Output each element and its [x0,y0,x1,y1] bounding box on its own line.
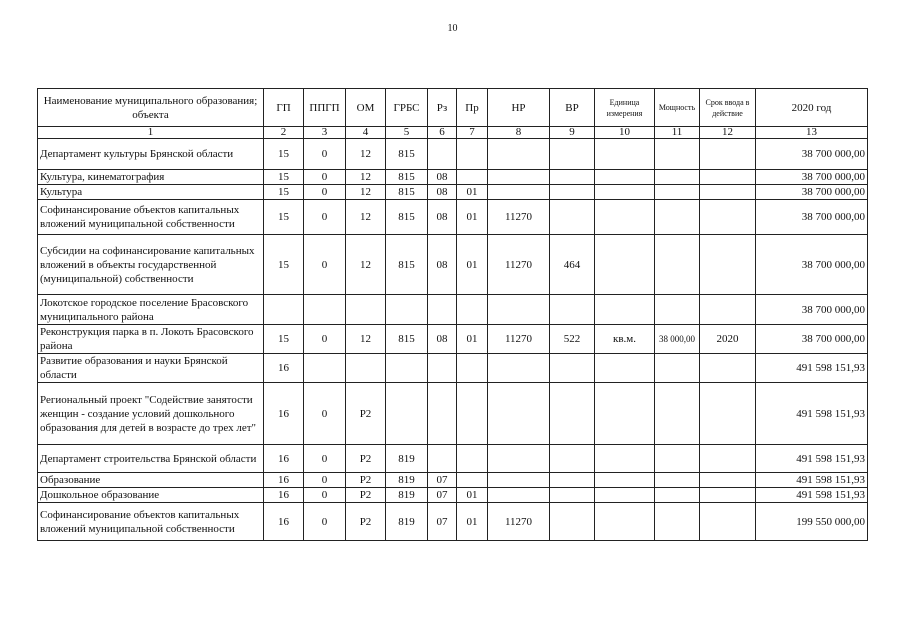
table-cell: 11270 [488,200,550,235]
table-row [38,200,868,235]
table-cell [700,354,756,383]
table-cell [700,383,756,445]
table-cell: 2020 [700,325,756,354]
column-header: ВР [550,89,595,127]
table-cell [595,503,655,541]
table-cell [457,383,488,445]
amount-cell: 38 700 000,00 [756,325,868,354]
row-name-cell: Локотское городское поселение Брасовского муниципального района [38,295,264,325]
amount-cell: 491 598 151,93 [756,445,868,473]
amount-cell: 38 700 000,00 [756,235,868,295]
table-row [38,488,868,503]
amount-cell: 491 598 151,93 [756,473,868,488]
amount-cell: 38 700 000,00 [756,185,868,200]
table-cell: 01 [457,503,488,541]
table-cell [488,139,550,170]
table-cell [655,139,700,170]
table-cell [550,200,595,235]
table-cell: P2 [346,445,386,473]
column-header: Наименование муниципального образования; объекта [38,89,264,127]
table-cell: 16 [264,354,304,383]
table-cell: 15 [264,235,304,295]
table-cell: 815 [386,200,428,235]
row-name-cell: Образование [38,473,264,488]
table-cell: 815 [386,139,428,170]
row-name-cell: Дошкольное образование [38,488,264,503]
table-cell [700,445,756,473]
table-cell: 01 [457,325,488,354]
column-number: 5 [386,127,428,139]
column-header: НР [488,89,550,127]
table-row [38,383,868,445]
table-cell [595,354,655,383]
table-cell: 16 [264,473,304,488]
table-cell [655,354,700,383]
table-cell: 819 [386,488,428,503]
table-cell: 0 [304,473,346,488]
table-cell [655,170,700,185]
table-cell [655,295,700,325]
amount-cell: 38 700 000,00 [756,170,868,185]
table-cell [488,473,550,488]
table-cell: 08 [428,200,457,235]
table-cell: 11270 [488,325,550,354]
table-cell [550,170,595,185]
column-header: Рз [428,89,457,127]
column-header: Мощность [655,89,700,127]
row-name-cell: Культура [38,185,264,200]
table-row [38,170,868,185]
table-cell [700,170,756,185]
table-cell [595,200,655,235]
table-cell [457,473,488,488]
table-cell [428,445,457,473]
table-cell [700,139,756,170]
table-row [38,185,868,200]
amount-cell: 491 598 151,93 [756,383,868,445]
table-cell [550,488,595,503]
table-cell [457,139,488,170]
table-cell: 15 [264,325,304,354]
table-row [38,235,868,295]
table-cell: 16 [264,503,304,541]
table-cell [595,488,655,503]
table-cell [428,354,457,383]
column-header: Срок ввода в действие [700,89,756,127]
amount-cell: 491 598 151,93 [756,354,868,383]
table-cell: 38 000,00 [655,325,700,354]
table-cell: 522 [550,325,595,354]
column-header: Единица измерения [595,89,655,127]
table-cell: 815 [386,170,428,185]
column-number: 9 [550,127,595,139]
table-cell: 08 [428,325,457,354]
table-cell [655,383,700,445]
row-name-cell: Департамент строительства Брянской области [38,445,264,473]
table-cell [595,383,655,445]
table-cell [700,295,756,325]
table-cell: 815 [386,235,428,295]
table-cell [550,383,595,445]
table-cell [595,473,655,488]
row-name-cell: Региональный проект "Содействие занятости женщин - создание условий дошкольного образования для детей в возрасте до трех лет" [38,383,264,445]
table-cell [655,445,700,473]
table-cell: P2 [346,473,386,488]
table-cell: кв.м. [595,325,655,354]
table-cell: 15 [264,139,304,170]
table-cell: 11270 [488,503,550,541]
table-cell [595,445,655,473]
table-cell: 819 [386,445,428,473]
table-cell [386,295,428,325]
table-cell [488,170,550,185]
table-cell [700,200,756,235]
table-cell [304,295,346,325]
table-row [38,473,868,488]
table-header-row [38,89,868,127]
table-cell [304,354,346,383]
table-cell [488,354,550,383]
table-cell: 16 [264,383,304,445]
table-cell [550,445,595,473]
table-cell [700,503,756,541]
table-row [38,139,868,170]
row-name-cell: Софинансирование объектов капитальных вложений муниципальной собственности [38,200,264,235]
table-cell: 01 [457,185,488,200]
column-number: 11 [655,127,700,139]
table-cell [550,503,595,541]
table-cell [488,445,550,473]
table-cell: 12 [346,170,386,185]
table-cell: 16 [264,488,304,503]
amount-cell: 38 700 000,00 [756,139,868,170]
table-cell [595,185,655,200]
table-cell [457,295,488,325]
table-cell [655,488,700,503]
table-cell [550,473,595,488]
table-cell: 11270 [488,235,550,295]
table-cell: 15 [264,170,304,185]
column-number: 13 [756,127,868,139]
amount-cell: 38 700 000,00 [756,200,868,235]
table-cell [595,170,655,185]
table-cell: 12 [346,235,386,295]
table-cell [346,295,386,325]
row-name-cell: Департамент культуры Брянской области [38,139,264,170]
table-cell: 464 [550,235,595,295]
amount-cell: 491 598 151,93 [756,488,868,503]
table-cell: 0 [304,139,346,170]
table-cell: 815 [386,185,428,200]
table-cell: 08 [428,170,457,185]
table-cell [457,354,488,383]
table-cell: 01 [457,200,488,235]
table-cell [700,235,756,295]
table-cell [700,488,756,503]
table-cell: 08 [428,235,457,295]
table-cell: 819 [386,473,428,488]
amount-cell: 38 700 000,00 [756,295,868,325]
table-cell [595,235,655,295]
table-cell [428,383,457,445]
table-row [38,445,868,473]
table-cell [655,473,700,488]
table-cell: 01 [457,488,488,503]
table-cell: 12 [346,325,386,354]
table-row [38,503,868,541]
row-name-cell: Культура, кинематография [38,170,264,185]
column-number: 4 [346,127,386,139]
page-number: 10 [447,23,458,34]
table-cell [700,185,756,200]
column-header: ППГП [304,89,346,127]
table-cell: 16 [264,445,304,473]
table-cell [488,295,550,325]
table-cell: 15 [264,185,304,200]
table-cell: P2 [346,503,386,541]
table-cell: 0 [304,488,346,503]
table-cell: P2 [346,383,386,445]
table-row [38,354,868,383]
table-cell [655,200,700,235]
table-cell: 12 [346,200,386,235]
table-cell: 0 [304,445,346,473]
table-cell: 07 [428,503,457,541]
table-row [38,295,868,325]
table-cell: 08 [428,185,457,200]
table-cell: 12 [346,185,386,200]
table-cell [457,170,488,185]
table-cell [550,354,595,383]
table-cell [428,139,457,170]
table-cell [457,445,488,473]
table-cell [700,473,756,488]
row-name-cell: Развитие образования и науки Брянской области [38,354,264,383]
column-number-row [38,127,868,139]
table-cell [550,139,595,170]
table-cell: 0 [304,235,346,295]
column-number: 3 [304,127,346,139]
table-cell [655,185,700,200]
table-cell [550,185,595,200]
column-header: ГРБС [386,89,428,127]
column-number: 10 [595,127,655,139]
table-row [38,325,868,354]
amount-cell: 199 550 000,00 [756,503,868,541]
table-cell [488,185,550,200]
table-cell: 819 [386,503,428,541]
table-cell: 12 [346,139,386,170]
column-number: 12 [700,127,756,139]
table-cell: 0 [304,503,346,541]
table-cell [655,503,700,541]
table-cell: 0 [304,200,346,235]
table-cell [264,295,304,325]
table-cell [428,295,457,325]
table-cell [655,235,700,295]
table-cell [595,295,655,325]
column-header: Пр [457,89,488,127]
column-header: ОМ [346,89,386,127]
column-number: 2 [264,127,304,139]
column-header: ГП [264,89,304,127]
table-cell: 07 [428,488,457,503]
table-cell: 15 [264,200,304,235]
column-number: 7 [457,127,488,139]
table-cell: 01 [457,235,488,295]
table-cell [386,383,428,445]
column-number: 8 [488,127,550,139]
table-cell: 0 [304,325,346,354]
table-cell: 0 [304,185,346,200]
table-cell: 0 [304,383,346,445]
table-cell: P2 [346,488,386,503]
table-cell [595,139,655,170]
table-cell [488,383,550,445]
column-number: 1 [38,127,264,139]
row-name-cell: Субсидии на софинансирование капитальных вложений в объекты государственной (муниципальной) собственности [38,235,264,295]
row-name-cell: Реконструкция парка в п. Локоть Брасовского района [38,325,264,354]
row-name-cell: Софинансирование объектов капитальных вложений муниципальной собственности [38,503,264,541]
column-header: 2020 год [756,89,868,127]
table-cell [488,488,550,503]
table-cell [386,354,428,383]
table-cell [550,295,595,325]
budget-table [37,88,868,541]
table-cell: 815 [386,325,428,354]
column-number: 6 [428,127,457,139]
table-cell: 0 [304,170,346,185]
table-cell [346,354,386,383]
table-cell: 07 [428,473,457,488]
